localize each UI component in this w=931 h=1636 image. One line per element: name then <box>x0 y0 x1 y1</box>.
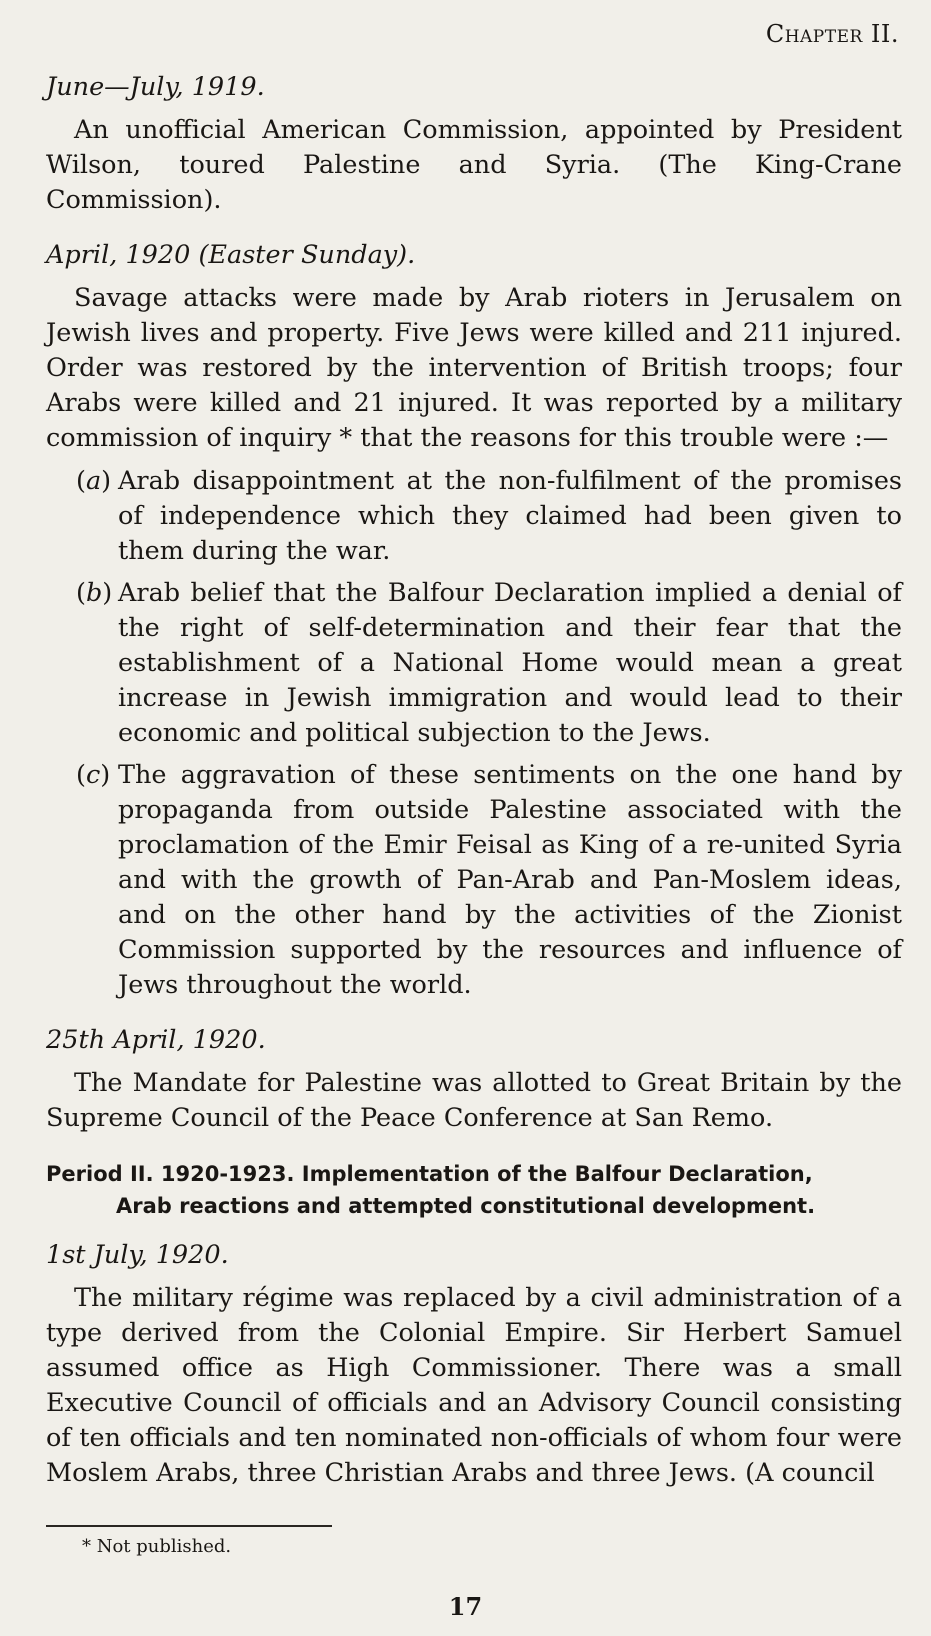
list-item <box>76 576 902 751</box>
list-item-text: The aggravation of these sentiments on the one hand by propaganda from outside Palestine associated with the proclamation of the Emir Feisal as King of a re-united Syria and with the growth of Pan-Arab and Pan-Moslem ideas, and on the other hand by the activities of the Zionist Commission supported by the resources and influence of Jews throughout the world. <box>118 760 902 1000</box>
list-item-label: (a) <box>76 466 112 496</box>
footnote-divider <box>46 1525 332 1527</box>
chapter-heading: Chapter II. <box>765 20 899 48</box>
list-item-text: Arab belief that the Balfour Declaration implied a denial of the right of self-determination and their fear that the establishment of a National Home would mean a great increase in Jewish immigration and would lead to their economic and political subjection to the Jews. <box>118 578 902 748</box>
section-paragraph: The military régime was replaced by a civil administration of a type derived from the Colonial Empire. Sir Herbert Samuel assumed office as High Commissioner. There was a small Executive Council of officials and an Advisory Council consisting of ten officials and ten nominated non-officials of whom four were Moslem Arabs, three Christian Arabs and three Jews. (A council <box>46 1283 902 1488</box>
period-heading-line: Period II. 1920-1923. Implementation of the Balfour Declaration, <box>46 1162 813 1186</box>
section-date: 25th April, 1920. <box>46 1025 266 1055</box>
section-paragraph: An unofficial American Commission, appointed by President Wilson, toured Palestine and Syria. (The King-Crane Commission). <box>46 115 902 215</box>
section-date: April, 1920 (Easter Sunday). <box>46 240 416 270</box>
page-body <box>46 70 902 1511</box>
list-item-label: (c) <box>76 760 111 790</box>
section-date: 1st July, 1920. <box>46 1240 229 1270</box>
footnote: * Not published. <box>82 1536 232 1557</box>
section-paragraph: Savage attacks were made by Arab rioters in Jerusalem on Jewish lives and property. Five Jews were killed and 211 injured. Order was restored by the intervention of British troops; four Arabs were killed and 21 injured. It was reported by a military commission of inquiry * that the reasons for this trouble were :— <box>46 283 902 453</box>
section-date: June—July, 1919. <box>46 72 265 102</box>
list-item-label: (b) <box>76 578 113 608</box>
list-item <box>76 758 902 1003</box>
page-number: 17 <box>448 1592 483 1621</box>
list-item <box>76 464 902 569</box>
period-heading <box>46 1158 902 1222</box>
period-heading-line: Arab reactions and attempted constitutional development. <box>116 1194 816 1218</box>
list-item-text: Arab disappointment at the non-fulfilment of the promises of independence which they claimed had been given to them during the war. <box>118 466 902 566</box>
section-paragraph: The Mandate for Palestine was allotted to Great Britain by the Supreme Council of the Peace Conference at San Remo. <box>46 1068 902 1133</box>
